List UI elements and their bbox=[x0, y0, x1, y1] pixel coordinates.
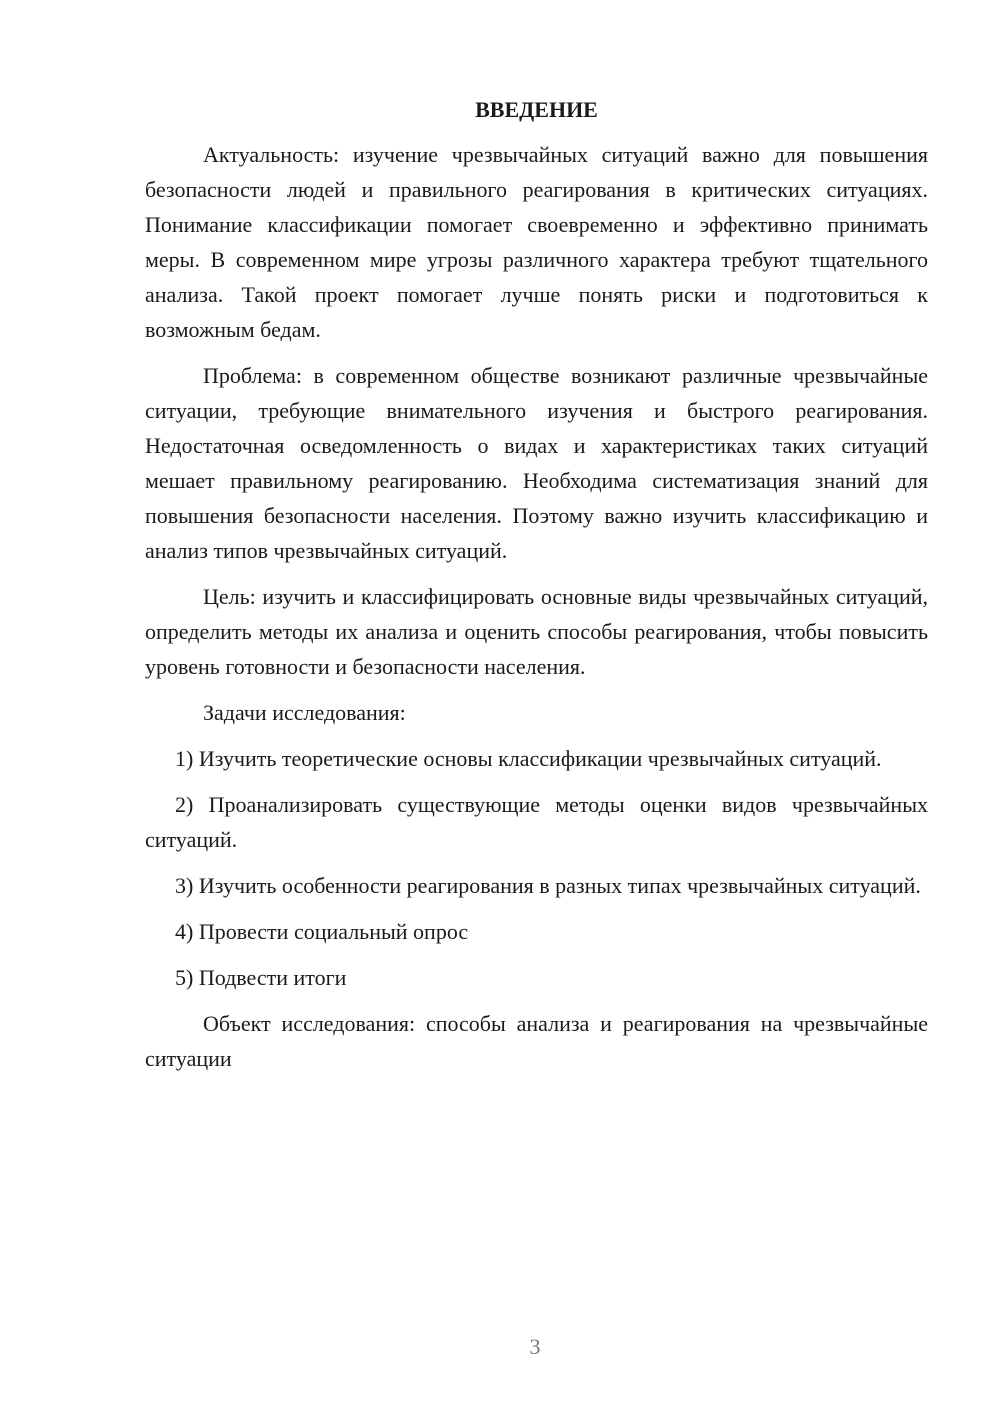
task-item-5: 5) Подвести итоги bbox=[175, 965, 347, 990]
tasks-heading: Задачи исследования: bbox=[203, 700, 406, 725]
goal-paragraph: Цель: изучить и классифицировать основные виды чрезвычайных ситуаций, определить методы их анализа и оценить способы реагирования, чтобы повысить уровень готовности и безопасности населения. bbox=[145, 584, 928, 679]
page-number: 3 bbox=[529, 1334, 541, 1359]
task-item-3: 3) Изучить особенности реагирования в разных типах чрезвычайных ситуаций. bbox=[175, 873, 921, 898]
task-item-1: 1) Изучить теоретические основы классификации чрезвычайных ситуаций. bbox=[175, 746, 882, 771]
document-page bbox=[145, 94, 928, 1087]
relevance-paragraph: Актуальность: изучение чрезвычайных ситуаций важно для повышения безопасности людей и правильного реагирования в критических ситуациях. Понимание классификации помогает своевременно и эффективно принимать меры. В современном мире угрозы различного характера требуют тщательного анализа. Такой проект помогает лучше понять риски и подготовиться к возможным бедам. bbox=[145, 142, 928, 342]
page-title: ВВЕДЕНИЕ bbox=[475, 97, 598, 122]
task-item-4: 4) Провести социальный опрос bbox=[175, 919, 469, 944]
problem-paragraph: Проблема: в современном обществе возникают различные чрезвычайные ситуации, требующие внимательного изучения и быстрого реагирования. Недостаточная осведомленность о видах и характеристиках таких ситуаций мешает правильному реагированию. Необходима систематизация знаний для повышения безопасности населения. Поэтому важно изучить классификацию и анализ типов чрезвычайных ситуаций. bbox=[145, 363, 928, 563]
object-paragraph: Объект исследования: способы анализа и реагирования на чрезвычайные ситуации bbox=[145, 1011, 928, 1071]
task-item-2: 2) Проанализировать существующие методы оценки видов чрезвычайных ситуаций. bbox=[145, 792, 928, 852]
